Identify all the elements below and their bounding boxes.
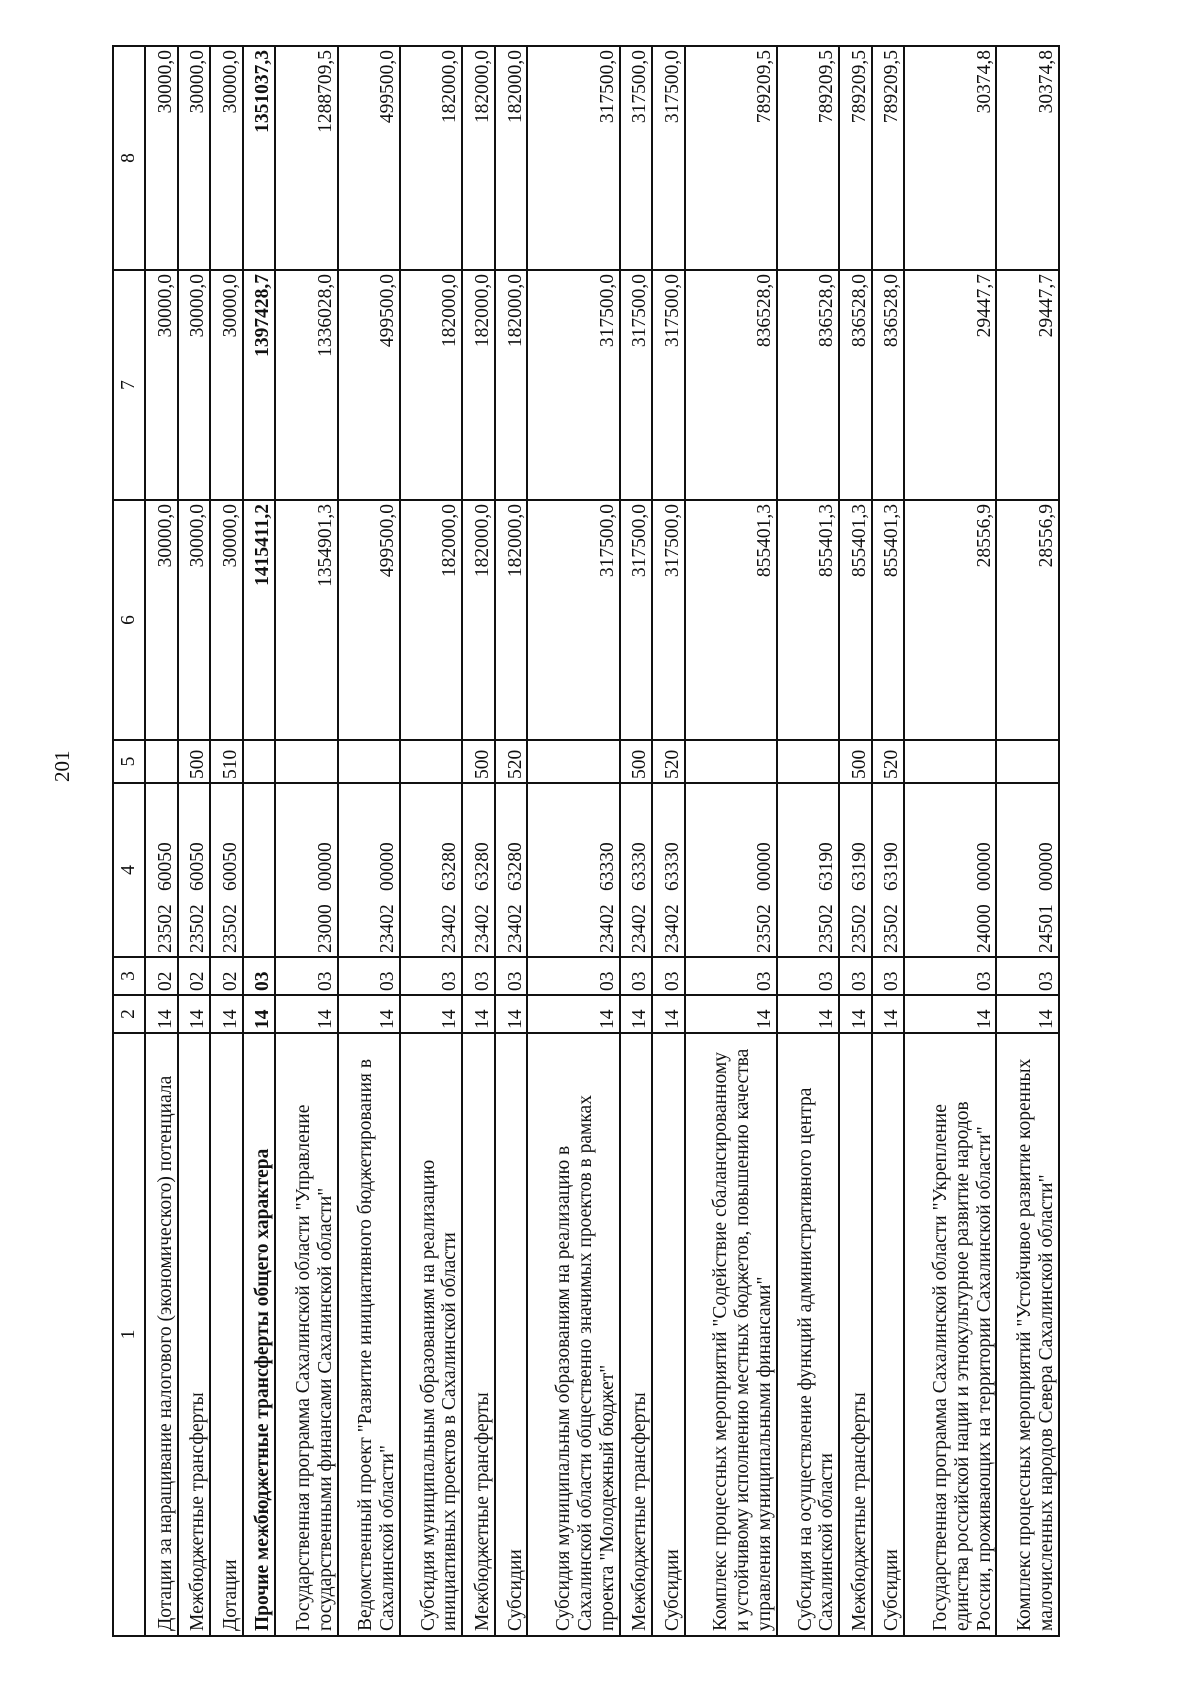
row-name: Межбюджетные трансферты	[462, 1033, 495, 1636]
table-row	[996, 46, 1059, 1636]
row-name: Межбюджетные трансферты	[178, 1033, 211, 1636]
target-article-code	[527, 783, 619, 957]
amount-col-6: 855401,3	[685, 500, 777, 740]
target-article-code	[338, 783, 400, 957]
amount-col-8: 789209,5	[685, 46, 777, 270]
amount-col-8: 30374,8	[904, 46, 996, 270]
article-code-part-a: 23502	[754, 904, 775, 953]
article-code-part-a: 24000	[973, 904, 995, 953]
amount-col-7: 29447,7	[904, 270, 996, 500]
article-code-part-a: 23402	[629, 904, 651, 953]
table-row	[839, 46, 872, 1636]
row-name: Субсидия на осуществление функций административного центра Сахалинской области	[777, 1033, 839, 1636]
amount-col-8: 789209,5	[777, 46, 839, 270]
row-name: Ведомственный проект "Развитие инициативного бюджетирования в Сахалинской области"	[338, 1033, 400, 1636]
section-code: 14	[527, 995, 619, 1033]
amount-col-7: 30000,0	[145, 270, 178, 500]
row-name: Комплекс процессных мероприятий "Содействие сбалансированному и устойчивому исполнению местных бюджетов, повышению качества управления муниципальными финансами"	[685, 1033, 777, 1636]
article-code-part-a: 23402	[471, 904, 493, 953]
section-code: 14	[839, 995, 872, 1033]
subsection-code: 03	[904, 957, 996, 995]
article-code-part-b: 60050	[187, 842, 209, 891]
amount-col-7: 836528,0	[872, 270, 905, 500]
amount-col-6: 182000,0	[400, 500, 462, 740]
target-article-code	[652, 783, 685, 957]
section-code: 14	[338, 995, 400, 1033]
amount-col-8: 317500,0	[620, 46, 653, 270]
article-code-part-a: 23502	[187, 904, 209, 953]
section-code: 14	[178, 995, 211, 1033]
article-code-part-a: 23502	[219, 904, 241, 953]
header-cell: 5	[113, 740, 145, 783]
table-row	[338, 46, 400, 1636]
header-cell: 3	[113, 957, 145, 995]
header-cell: 1	[113, 1033, 145, 1636]
amount-col-7: 317500,0	[652, 270, 685, 500]
section-code: 14	[495, 995, 528, 1033]
article-code-part-a: 23402	[596, 904, 618, 953]
row-name: Субсидия муниципальным образованиям на реализацию инициативных проектов в Сахалинской области	[400, 1033, 462, 1636]
row-name: Субсидии	[495, 1033, 528, 1636]
article-code-part-b: 00000	[1036, 842, 1058, 891]
table-row	[777, 46, 839, 1636]
amount-col-6: 182000,0	[462, 500, 495, 740]
article-code-part-b: 63330	[596, 842, 618, 891]
section-code: 14	[145, 995, 178, 1033]
subsection-code: 03	[685, 957, 777, 995]
target-article-code	[777, 783, 839, 957]
article-code-part-a: 23502	[816, 904, 838, 953]
header-cell: 8	[113, 46, 145, 270]
subsection-code: 03	[652, 957, 685, 995]
target-article-code	[275, 783, 337, 957]
amount-col-7: 836528,0	[685, 270, 777, 500]
table-row	[400, 46, 462, 1636]
row-name: Субсидии	[872, 1033, 905, 1636]
article-code-part-b: 60050	[219, 842, 241, 891]
target-article-code	[620, 783, 653, 957]
table-row	[495, 46, 528, 1636]
article-code-part-b: 60050	[154, 842, 176, 891]
expense-type-code	[243, 740, 276, 783]
section-code: 14	[652, 995, 685, 1033]
article-code-part-a: 24501	[1036, 904, 1058, 953]
expense-type-code	[145, 740, 178, 783]
amount-col-7: 317500,0	[620, 270, 653, 500]
table-row	[462, 46, 495, 1636]
budget-table	[112, 45, 1060, 1637]
article-code-part-b: 00000	[754, 842, 775, 891]
amount-col-8: 789209,5	[872, 46, 905, 270]
amount-col-6: 30000,0	[210, 500, 243, 740]
amount-col-8: 317500,0	[652, 46, 685, 270]
subsection-code: 03	[243, 957, 276, 995]
article-code-part-a: 23502	[154, 904, 176, 953]
expense-type-code: 500	[839, 740, 872, 783]
subsection-code: 03	[275, 957, 337, 995]
amount-col-7: 30000,0	[210, 270, 243, 500]
expense-type-code	[275, 740, 337, 783]
amount-col-7: 30000,0	[178, 270, 211, 500]
amount-col-8: 182000,0	[462, 46, 495, 270]
section-code: 14	[904, 995, 996, 1033]
header-cell: 7	[113, 270, 145, 500]
article-code-part-a: 23402	[439, 904, 461, 953]
row-name: Дотации за наращивание налогового (экономического) потенциала	[145, 1033, 178, 1636]
header-cell: 2	[113, 995, 145, 1033]
expense-type-code	[527, 740, 619, 783]
table-row	[527, 46, 619, 1636]
expense-type-code	[685, 740, 777, 783]
row-name: Межбюджетные трансферты	[839, 1033, 872, 1636]
target-article-code	[996, 783, 1059, 957]
amount-col-6: 28556,9	[904, 500, 996, 740]
subsection-code: 03	[996, 957, 1059, 995]
amount-col-8: 30000,0	[145, 46, 178, 270]
article-code-part-a: 23402	[504, 904, 526, 953]
amount-col-6: 28556,9	[996, 500, 1059, 740]
table-row	[145, 46, 178, 1636]
expense-type-code: 510	[210, 740, 243, 783]
target-article-code	[243, 783, 276, 957]
section-code: 14	[400, 995, 462, 1033]
subsection-code: 03	[872, 957, 905, 995]
row-name: Комплекс процессных мероприятий "Устойчивое развитие коренных малочисленных народов Севера Сахалинской области"	[996, 1033, 1059, 1636]
article-code-part-a: 23000	[314, 904, 336, 953]
section-code: 14	[996, 995, 1059, 1033]
amount-col-6: 855401,3	[839, 500, 872, 740]
table-row	[685, 46, 777, 1636]
table-row	[904, 46, 996, 1636]
article-code-part-b: 00000	[377, 842, 399, 891]
target-article-code	[462, 783, 495, 957]
table-row	[210, 46, 243, 1636]
table-row	[243, 46, 276, 1636]
subsection-code: 03	[839, 957, 872, 995]
row-name: Субсидии	[652, 1033, 685, 1636]
article-code-part-b: 63330	[661, 842, 683, 891]
amount-col-8: 499500,0	[338, 46, 400, 270]
expense-type-code	[400, 740, 462, 783]
target-article-code	[685, 783, 777, 957]
subsection-code: 03	[495, 957, 528, 995]
row-name: Межбюджетные трансферты	[620, 1033, 653, 1636]
article-code-part-b: 63280	[439, 842, 461, 891]
subsection-code: 03	[462, 957, 495, 995]
expense-type-code: 520	[652, 740, 685, 783]
amount-col-7: 1397428,7	[243, 270, 276, 500]
row-name: Субсидия муниципальным образованиям на реализацию в Сахалинской области общественно значимых проектов в рамках проекта "Молодежный бюджет"	[527, 1033, 619, 1636]
expense-type-code	[904, 740, 996, 783]
amount-col-6: 1415411,2	[243, 500, 276, 740]
table-row	[275, 46, 337, 1636]
section-code: 14	[620, 995, 653, 1033]
header-cell: 4	[113, 783, 145, 957]
amount-col-6: 182000,0	[495, 500, 528, 740]
section-code: 14	[462, 995, 495, 1033]
expense-type-code: 500	[178, 740, 211, 783]
amount-col-6: 317500,0	[527, 500, 619, 740]
target-article-code	[210, 783, 243, 957]
target-article-code	[400, 783, 462, 957]
amount-col-7: 836528,0	[777, 270, 839, 500]
amount-col-7: 182000,0	[400, 270, 462, 500]
expense-type-code: 500	[462, 740, 495, 783]
amount-col-6: 317500,0	[620, 500, 653, 740]
expense-type-code: 520	[495, 740, 528, 783]
target-article-code	[145, 783, 178, 957]
amount-col-8: 30000,0	[210, 46, 243, 270]
subsection-code: 03	[400, 957, 462, 995]
article-code-part-a: 23402	[377, 904, 399, 953]
subsection-code: 03	[620, 957, 653, 995]
subsection-code: 03	[338, 957, 400, 995]
row-name: Прочие межбюджетные трансферты общего характера	[243, 1033, 276, 1636]
table-body	[145, 46, 1059, 1636]
rotated-table-wrapper	[112, 47, 1060, 1637]
amount-col-8: 789209,5	[839, 46, 872, 270]
amount-col-6: 855401,3	[872, 500, 905, 740]
amount-col-7: 317500,0	[527, 270, 619, 500]
article-code-part-a: 23502	[848, 904, 870, 953]
table-row	[620, 46, 653, 1636]
amount-col-7: 499500,0	[338, 270, 400, 500]
expense-type-code	[996, 740, 1059, 783]
amount-col-6: 499500,0	[338, 500, 400, 740]
table-row	[652, 46, 685, 1636]
amount-col-8: 182000,0	[400, 46, 462, 270]
amount-col-6: 317500,0	[652, 500, 685, 740]
section-code: 14	[872, 995, 905, 1033]
row-name: Государственная программа Сахалинской области "Управление государственными финансами Сахалинской области"	[275, 1033, 337, 1636]
subsection-code: 03	[777, 957, 839, 995]
target-article-code	[839, 783, 872, 957]
amount-col-6: 855401,3	[777, 500, 839, 740]
row-name: Государственная программа Сахалинской области "Укрепление единства российской нации и этнокультурное развитие народов России, проживающих на территории Сахалинской области"	[904, 1033, 996, 1636]
amount-col-6: 30000,0	[178, 500, 211, 740]
article-code-part-b: 63280	[471, 842, 493, 891]
article-code-part-b: 00000	[973, 842, 995, 891]
page-number: 201	[50, 750, 74, 782]
amount-col-7: 182000,0	[462, 270, 495, 500]
subsection-code: 02	[178, 957, 211, 995]
target-article-code	[495, 783, 528, 957]
article-code-part-b: 63280	[504, 842, 526, 891]
article-code-part-a: 23502	[881, 904, 903, 953]
amount-col-8: 1351037,3	[243, 46, 276, 270]
article-code-part-b: 63190	[881, 842, 903, 891]
amount-col-8: 317500,0	[527, 46, 619, 270]
amount-col-7: 29447,7	[996, 270, 1059, 500]
amount-col-6: 30000,0	[145, 500, 178, 740]
header-row	[113, 46, 145, 1636]
subsection-code: 03	[527, 957, 619, 995]
table-row	[872, 46, 905, 1636]
amount-col-7: 1336028,0	[275, 270, 337, 500]
amount-col-7: 182000,0	[495, 270, 528, 500]
expense-type-code: 520	[872, 740, 905, 783]
amount-col-8: 30000,0	[178, 46, 211, 270]
amount-col-8: 1288709,5	[275, 46, 337, 270]
target-article-code	[178, 783, 211, 957]
article-code-part-b: 63190	[816, 842, 838, 891]
section-code: 14	[210, 995, 243, 1033]
amount-col-6: 1354901,3	[275, 500, 337, 740]
section-code: 14	[685, 995, 777, 1033]
expense-type-code: 500	[620, 740, 653, 783]
row-name: Дотации	[210, 1033, 243, 1636]
section-code: 14	[243, 995, 276, 1033]
header-cell: 6	[113, 500, 145, 740]
section-code: 14	[275, 995, 337, 1033]
amount-col-8: 182000,0	[495, 46, 528, 270]
article-code-part-b: 63190	[848, 842, 870, 891]
section-code: 14	[777, 995, 839, 1033]
table-row	[178, 46, 211, 1636]
target-article-code	[872, 783, 905, 957]
expense-type-code	[338, 740, 400, 783]
article-code-part-a: 23402	[661, 904, 683, 953]
article-code-part-b: 63330	[629, 842, 651, 891]
expense-type-code	[777, 740, 839, 783]
subsection-code: 02	[210, 957, 243, 995]
target-article-code	[904, 783, 996, 957]
amount-col-7: 836528,0	[839, 270, 872, 500]
article-code-part-b: 00000	[314, 842, 336, 891]
subsection-code: 02	[145, 957, 178, 995]
amount-col-8: 30374,8	[996, 46, 1059, 270]
